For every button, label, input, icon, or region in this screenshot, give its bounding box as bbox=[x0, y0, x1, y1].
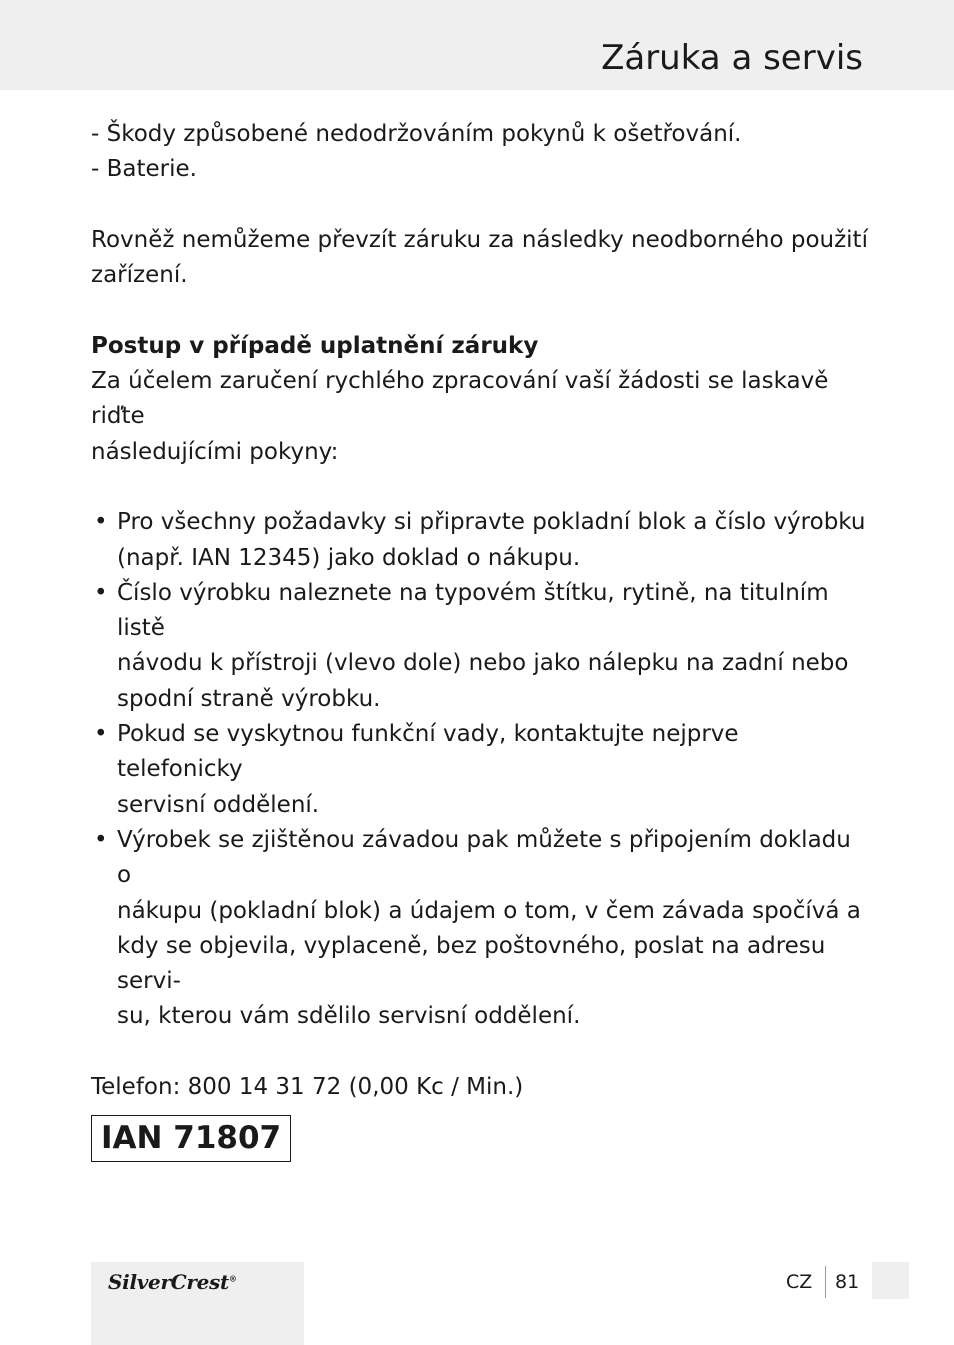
language-code: CZ bbox=[786, 1271, 813, 1293]
ian-label: IAN 71807 bbox=[91, 1115, 291, 1162]
list-item-line: kdy se objevila, vyplaceně, bez poštovného, poslat na adresu servi- bbox=[117, 932, 826, 995]
registered-mark: ® bbox=[228, 1273, 237, 1284]
brand-logo bbox=[108, 1270, 237, 1294]
footer-tab bbox=[872, 1262, 909, 1299]
header-band bbox=[0, 0, 954, 90]
page-content bbox=[91, 117, 871, 1162]
footer-logo-block bbox=[91, 1262, 304, 1345]
bullet-icon: • bbox=[94, 509, 108, 536]
spacer bbox=[91, 470, 871, 505]
bullet-icon: • bbox=[94, 579, 108, 606]
list-item-line: Výrobek se zjištěnou závadou pak můžete s připojením dokladu o bbox=[117, 826, 851, 889]
section-intro-line: Za účelem zaručení rychlého zpracování vaší žádosti se laskavě riďte bbox=[91, 368, 829, 430]
list-item bbox=[91, 505, 871, 576]
brand-logo-text: SilverCrest bbox=[108, 1270, 229, 1294]
disclaimer-line: Rovněž nemůžeme převzít záruku za následky neodborného použití bbox=[91, 226, 868, 253]
page-title: Záruka a servis bbox=[601, 38, 863, 78]
list-item-line: Číslo výrobku naleznete na typovém štítku, rytině, na titulním listě bbox=[117, 579, 829, 642]
list-item-line: (např. IAN 12345) jako doklad o nákupu. bbox=[117, 544, 581, 571]
list-item bbox=[91, 717, 871, 823]
list-item-line: nákupu (pokladní blok) a údajem o tom, v čem závada spočívá a bbox=[117, 897, 861, 924]
instruction-list bbox=[91, 505, 871, 1034]
list-item-line: Pokud se vyskytnou funkční vady, kontaktujte nejprve telefonicky bbox=[117, 721, 739, 783]
phone-line: Telefon: 800 14 31 72 (0,00 Kc / Min.) bbox=[91, 1074, 524, 1101]
disclaimer-line: zařízení. bbox=[91, 262, 188, 289]
section-heading: Postup v případě uplatnění záruky bbox=[91, 332, 539, 359]
footer-divider bbox=[825, 1266, 826, 1298]
intro-item: - Baterie. bbox=[91, 156, 197, 183]
page-number: 81 bbox=[835, 1271, 860, 1293]
bullet-icon: • bbox=[94, 721, 108, 748]
list-item-line: Pro všechny požadavky si připravte pokladní blok a číslo výrobku bbox=[117, 509, 866, 536]
list-item-line: su, kterou vám sdělilo servisní oddělení. bbox=[117, 1003, 581, 1030]
list-item-line: návodu k přístroji (vlevo dole) nebo jako nálepku na zadní nebo bbox=[117, 650, 849, 677]
list-item-line: servisní oddělení. bbox=[117, 791, 320, 818]
spacer bbox=[91, 1035, 871, 1070]
spacer bbox=[91, 293, 871, 328]
list-item bbox=[91, 823, 871, 1035]
bullet-icon: • bbox=[94, 826, 108, 853]
list-item-line: spodní straně výrobku. bbox=[117, 685, 381, 712]
section-intro-line: následujícími pokyny: bbox=[91, 438, 339, 465]
list-item bbox=[91, 576, 871, 717]
intro-item: - Škody způsobené nedodržováním pokynů k ošetřování. bbox=[91, 121, 742, 147]
spacer bbox=[91, 188, 871, 223]
